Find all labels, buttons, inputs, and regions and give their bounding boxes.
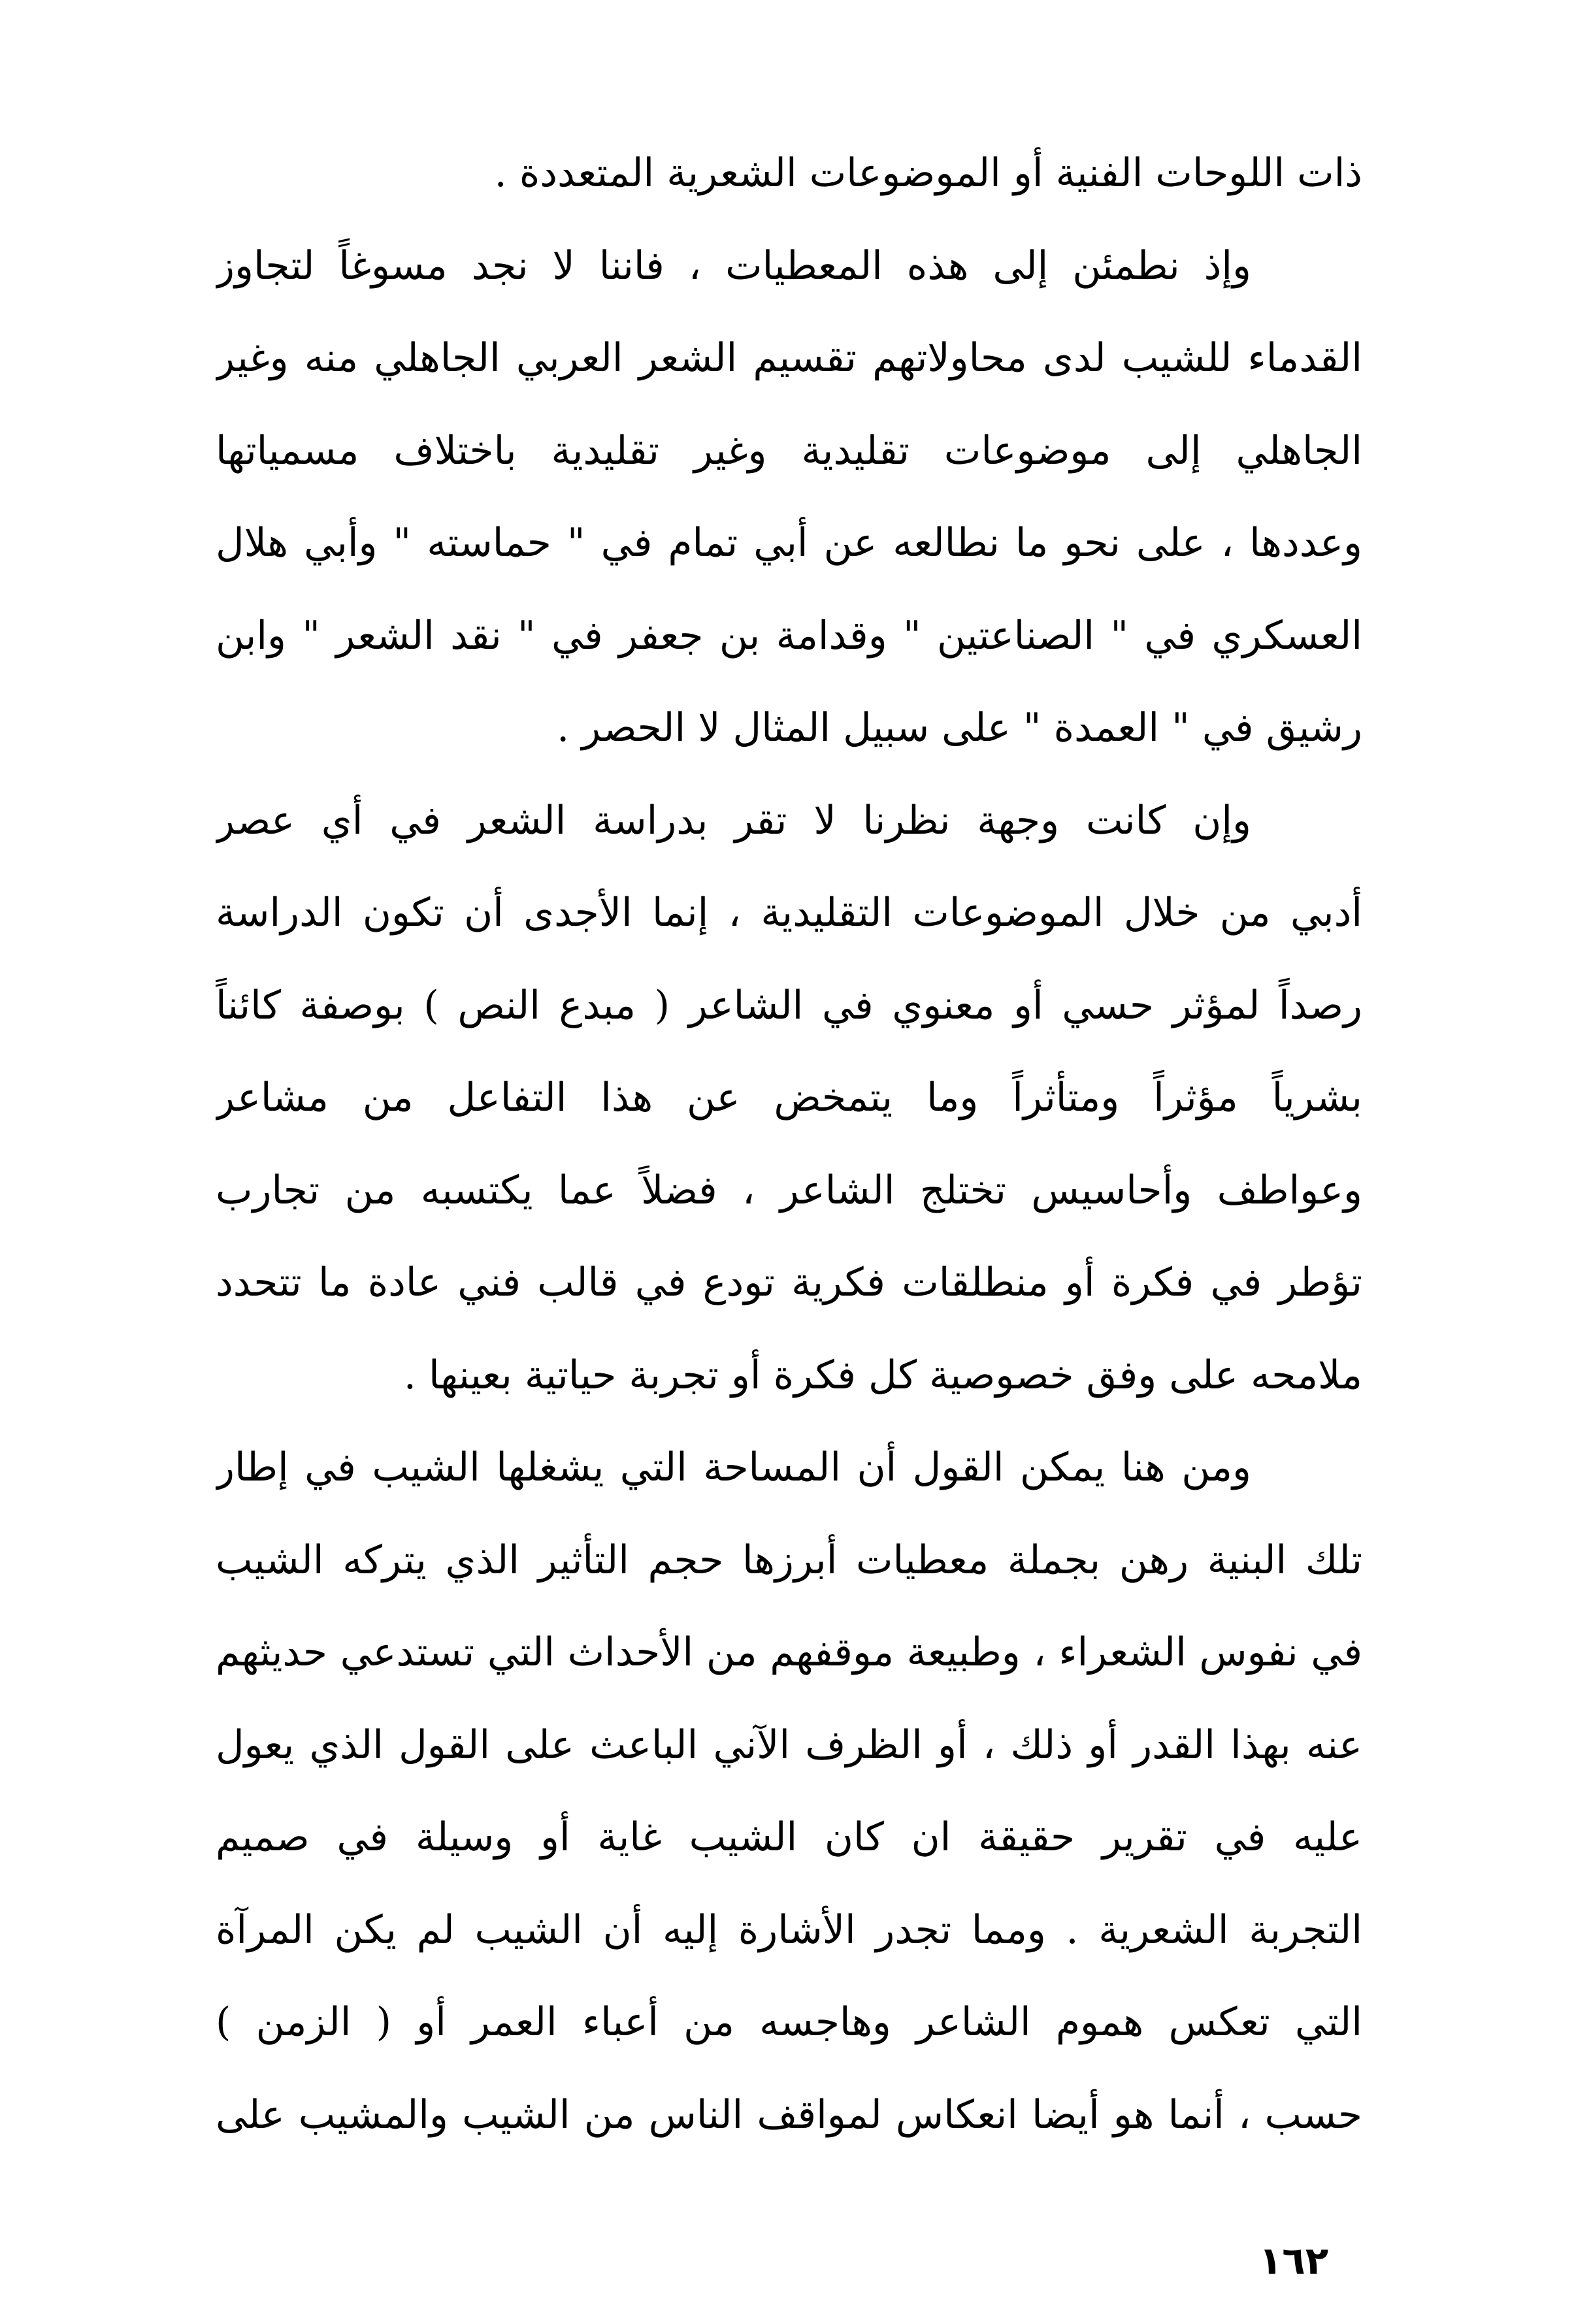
text-line-6: العسكري في " الصناعتين " وقدامة بن جعفر في " نقد الشعر " وابن <box>216 612 1362 659</box>
page-number: ١٦٢ <box>1258 2238 1329 2283</box>
text-line-14: ملامحه على وفق خصوصية كل فكرة أو تجربة حياتية بعينها . <box>403 1352 1362 1398</box>
text-line-4: الجاهلي إلى موضوعات تقليدية وغير تقليدية باختلاف مسمياتها <box>216 427 1362 474</box>
text-line-9: أدبي من خلال الموضوعات التقليدية ، إنما الأجدى أن تكون الدراسة <box>216 890 1362 936</box>
text-line-10: رصداً لمؤثر حسي أو معنوي في الشاعر ( مبدع النص ) بوصفة كائناً <box>216 982 1362 1028</box>
text-line-11: بشرياً مؤثراً ومتأثراً وما يتمخض عن هذا التفاعل من مشاعر <box>216 1075 1362 1121</box>
text-line-19: عليه في تقرير حقيقة ان كان الشيب غاية أو وسيلة في صميم <box>216 1814 1362 1860</box>
text-line-17: في نفوس الشعراء ، وطبيعة موقفهم من الأحداث التي تستدعي حديثهم <box>216 1629 1362 1675</box>
text-line-18: عنه بهذا القدر أو ذلك ، أو الظرف الآني الباعث على القول الذي يعول <box>216 1722 1362 1768</box>
text-line-16: تلك البنية رهن بجملة معطيات أبرزها حجم التأثير الذي يتركه الشيب <box>216 1537 1362 1583</box>
text-line-5: وعددها ، على نحو ما نطالعه عن أبي تمام في " حماسته " وأبي هلال <box>216 520 1362 566</box>
body-text <box>216 127 1362 2161</box>
text-line-15: ومن هنا يمكن القول أن المساحة التي يشغلها الشيب في إطار <box>216 1445 1251 1490</box>
text-line-22: حسب ، أنما هو أيضا انعكاس لمواقف الناس من الشيب والمشيب على <box>216 2091 1362 2138</box>
text-line-2: وإذ نطمئن إلى هذه المعطيات ، فاننا لا نجد مسوغاً لتجاوز <box>216 242 1251 289</box>
text-line-3: القدماء للشيب لدى محاولاتهم تقسيم الشعر العربي الجاهلي منه وغير <box>216 335 1362 381</box>
text-line-1: ذات اللوحات الفنية أو الموضوعات الشعرية المتعددة . <box>494 150 1362 196</box>
text-line-21: التي تعكس هموم الشاعر وهاجسه من أعباء العمر أو ( الزمن ) <box>216 1999 1362 2045</box>
text-line-8: وإن كانت وجهة نظرنا لا تقر بدراسة الشعر في أي عصر <box>216 797 1251 843</box>
text-line-20: التجربة الشعرية . ومما تجدر الأشارة إليه أن الشيب لم يكن المرآة <box>216 1907 1362 1953</box>
text-line-7: رشيق في " العمدة " على سبيل المثال لا الحصر . <box>557 705 1362 751</box>
text-line-12: وعواطف وأحاسيس تختلج الشاعر ، فضلاً عما يكتسبه من تجارب <box>216 1167 1362 1213</box>
text-line-13: تؤطر في فكرة أو منطلقات فكرية تودع في قالب فني عادة ما تتحدد <box>216 1260 1362 1305</box>
